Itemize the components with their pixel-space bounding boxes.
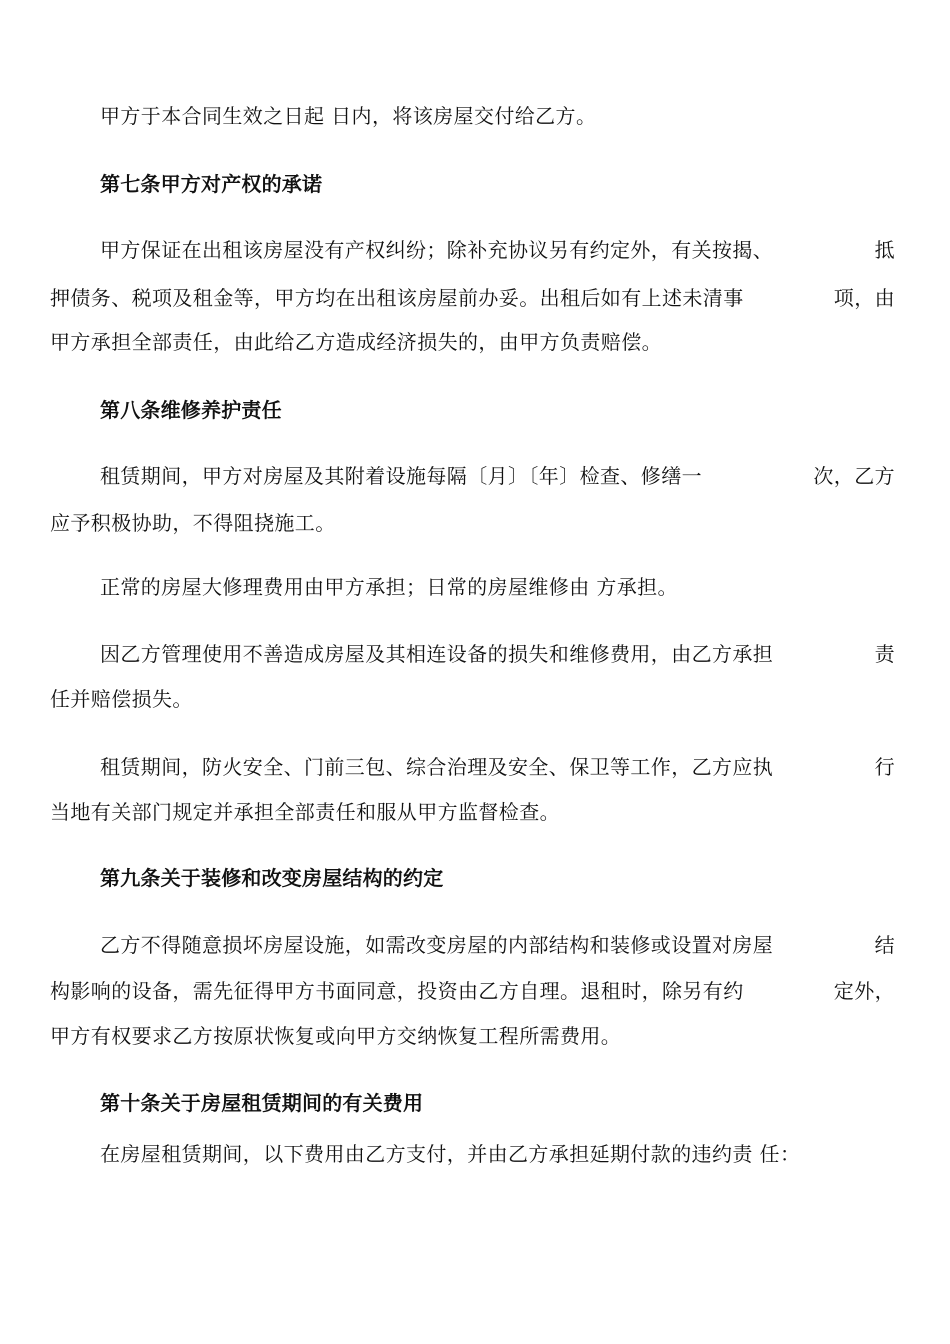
text-segment: 行: [874, 755, 895, 779]
heading-article-9: 第九条关于装修和改变房屋结构的约定: [100, 866, 444, 890]
text-segment: 因乙方管理使用不善造成房屋及其相连设备的损失和维修费用，由乙方承担: [100, 642, 774, 666]
paragraph-damage-line-1: [100, 640, 895, 668]
text-segment: 次，乙方: [813, 464, 895, 488]
paragraph-property-rights-line-2: [50, 284, 895, 312]
paragraph-renovation-line-3: 甲方有权要求乙方按原状恢复或向甲方交纳恢复工程所需费用。: [50, 1024, 622, 1048]
paragraph-repair-costs: 正常的房屋大修理费用由甲方承担；日常的房屋维修由 方承担。: [100, 575, 678, 599]
heading-article-7: 第七条甲方对产权的承诺: [100, 172, 323, 196]
paragraph-renovation-line-2: [50, 977, 895, 1005]
text-segment: 责: [874, 642, 895, 666]
text-segment: 押债务、税项及租金等，甲方均在出租该房屋前办妥。出租后如有上述未清事: [50, 286, 744, 310]
text-segment: 抵: [874, 238, 895, 262]
paragraph-renovation-line-1: [100, 931, 895, 959]
paragraph-fees: 在房屋租赁期间，以下费用由乙方支付，并由乙方承担延期付款的违约责 任：: [100, 1142, 801, 1166]
paragraph-delivery: 甲方于本合同生效之日起 日内，将该房屋交付给乙方。: [100, 104, 597, 128]
paragraph-property-rights-line-1: [100, 236, 895, 264]
paragraph-property-rights-line-3: 甲方承担全部责任，由此给乙方造成经济损失的，由甲方负责赔偿。: [50, 330, 662, 354]
text-segment: 甲方保证在出租该房屋没有产权纠纷；除补充协议另有约定外，有关按揭、: [100, 238, 774, 262]
text-segment: 项，由: [833, 286, 895, 310]
text-segment: 租赁期间，防火安全、门前三包、综合治理及安全、保卫等工作，乙方应执: [100, 755, 774, 779]
paragraph-maintenance-line-1: [100, 462, 895, 490]
text-segment: 乙方不得随意损坏房屋设施，如需改变房屋的内部结构和装修或设置对房屋: [100, 933, 774, 957]
heading-article-10: 第十条关于房屋租赁期间的有关费用: [100, 1091, 424, 1115]
text-segment: 定外，: [833, 979, 895, 1003]
text-segment: 构影响的设备，需先征得甲方书面同意，投资由乙方自理。退租时，除另有约: [50, 979, 744, 1003]
paragraph-safety-line-2: 当地有关部门规定并承担全部责任和服从甲方监督检查。: [50, 800, 560, 824]
paragraph-damage-line-2: 任并赔偿损失。: [50, 687, 193, 711]
paragraph-maintenance-line-2: 应予积极协助，不得阻挠施工。: [50, 511, 336, 535]
text-segment: 结: [874, 933, 895, 957]
heading-article-8: 第八条维修养护责任: [100, 398, 282, 422]
paragraph-safety-line-1: [100, 753, 895, 781]
text-segment: 租赁期间，甲方对房屋及其附着设施每隔〔月〕〔年〕检查、修缮一: [100, 464, 702, 488]
